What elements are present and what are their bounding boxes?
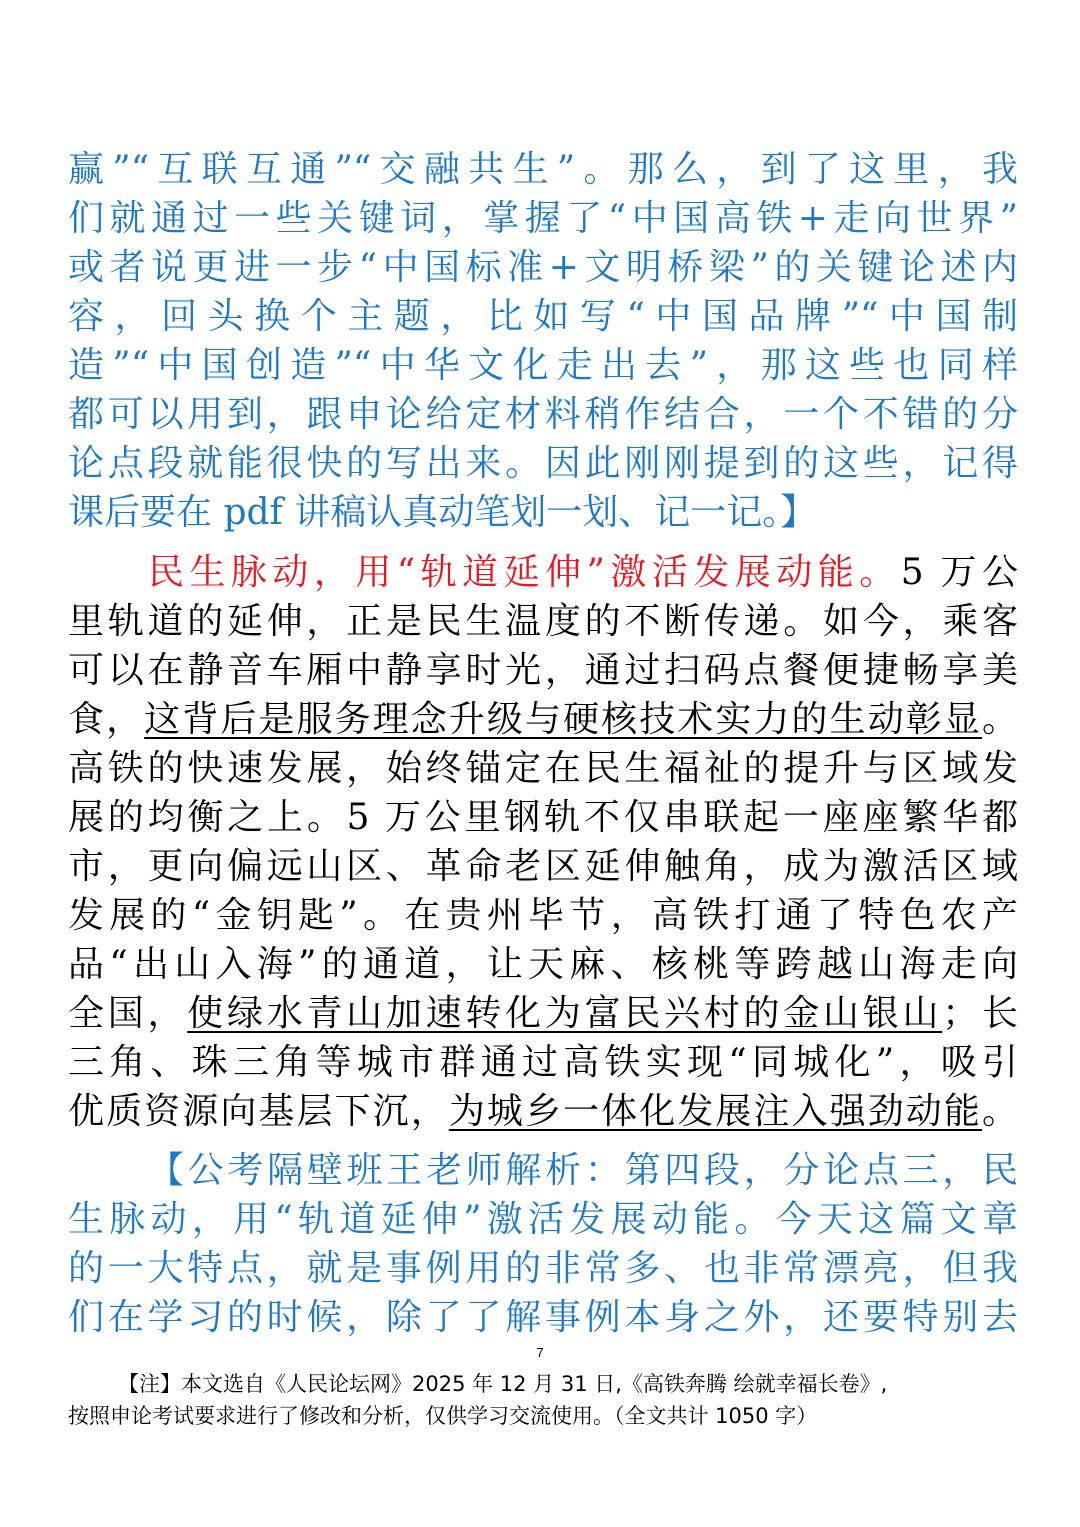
text-span: 。 xyxy=(981,1091,1018,1132)
text-line: 赢”“互联互通”“交融共生”。那么，到了这里，我 xyxy=(68,149,1018,190)
text-line: 或者说更进一步“中国标准+文明桥梁”的关键论述内 xyxy=(68,247,1018,288)
text-line: 展的均衡之上。5 万公里钢轨不仅串联起一座座繁华都 xyxy=(68,797,1018,838)
footer-note-line: 按照申论考试要求进行了修改和分析，仅供学习交流使用。（全文共计 1050 字） xyxy=(68,1404,818,1428)
commentary-paragraph-continued xyxy=(68,145,1018,537)
text-line xyxy=(68,548,1018,597)
text-line: 市，更向偏远山区、革命老区延伸触角，成为激活区域 xyxy=(68,846,1018,887)
text-line xyxy=(68,695,1018,744)
text-line: 高铁的快速发展，始终锚定在民生福祉的提升与区域发 xyxy=(68,748,1018,789)
commentary-paragraph xyxy=(68,1146,1018,1342)
text-span: 食， xyxy=(68,699,145,740)
text-line: 【公考隔壁班王老师解析：第四段，分论点三，民 xyxy=(148,1150,1018,1191)
text-span: 5 万公 xyxy=(900,552,1018,593)
text-line: 造”“中国创造”“中华文化走出去”，那这些也同样 xyxy=(68,345,1018,386)
text-span: 全国， xyxy=(68,993,188,1034)
text-line: 容，回头换个主题，比如写“中国品牌”“中国制 xyxy=(68,296,1018,337)
footer-note-line: 【注】本文选自《人民论坛网》2025 年 12 月 31 日,《高铁奔腾 绘就幸福长卷》, xyxy=(118,1372,888,1396)
text-line: 品“出山入海”的通道，让天麻、核桃等跨越山海走向 xyxy=(68,944,1018,985)
text-line xyxy=(68,989,1018,1038)
text-line: 的一大特点，就是事例用的非常多、也非常漂亮，但我 xyxy=(68,1248,1018,1289)
text-line: 们在学习的时候，除了了解事例本身之外，还要特别去 xyxy=(68,1297,1018,1338)
body-paragraph xyxy=(68,548,1018,1136)
page-number: 7 xyxy=(536,1345,544,1360)
text-line: 论点段就能很快的写出来。因此刚刚提到的这些，记得 xyxy=(68,443,1018,484)
text-line: 们就通过一些关键词，掌握了“中国高铁+走向世界” xyxy=(68,198,1018,239)
underlined-phrase: 这背后是服务理念升级与硬核技术实力的生动彰显 xyxy=(144,699,982,740)
underlined-phrase: 为城乡一体化发展注入强劲动能 xyxy=(448,1091,982,1132)
underlined-phrase: 使绿水青山加速转化为富民兴村的金山银山 xyxy=(187,993,943,1034)
text-line: 课后要在 pdf 讲稿认真动笔划一划、记一记。】 xyxy=(68,492,817,533)
section-heading: 民生脉动，用“轨道延伸”激活发展动能。 xyxy=(148,552,901,593)
text-span: 。 xyxy=(981,699,1018,740)
text-line: 生脉动，用“轨道延伸”激活发展动能。今天这篇文章 xyxy=(68,1199,1018,1240)
text-line: 三角、珠三角等城市群通过高铁实现“同城化”，吸引 xyxy=(68,1042,1018,1083)
text-span: 优质资源向基层下沉， xyxy=(68,1091,449,1132)
text-line: 都可以用到，跟申论给定材料稍作结合，一个不错的分 xyxy=(68,394,1018,435)
text-span: ；长 xyxy=(942,993,1018,1034)
text-line: 可以在静音车厢中静享时光，通过扫码点餐便捷畅享美 xyxy=(68,650,1018,691)
text-line: 发展的“金钥匙”。在贵州毕节，高铁打通了特色农产 xyxy=(68,895,1018,936)
text-line: 里轨道的延伸，正是民生温度的不断传递。如今，乘客 xyxy=(68,601,1018,642)
text-line xyxy=(68,1087,1018,1136)
